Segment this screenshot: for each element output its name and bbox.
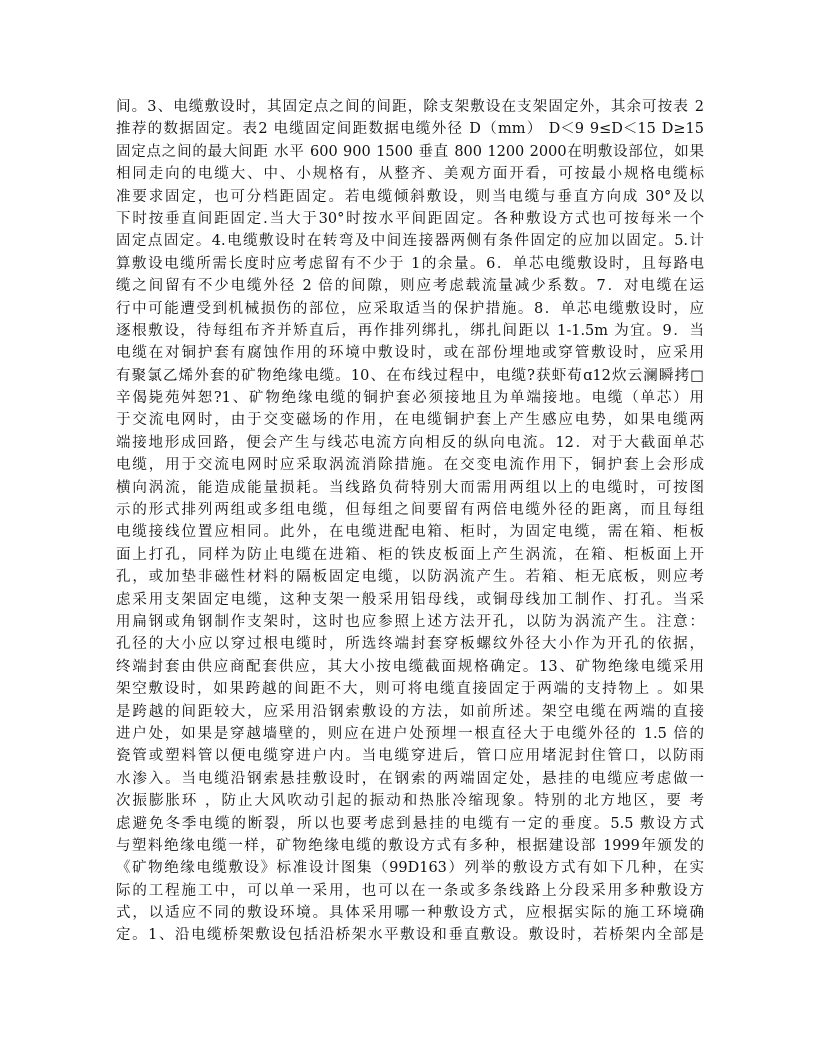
text-line: 固定点固定。4.电缆敷设时在转弯及中间连接器两侧有条件固定的应加以固定。5.计 (116, 233, 704, 250)
text-line: 逐根敷设，待每组布齐并矫直后，再作排列绑扎，绑扎间距以 1-1.5m 为宜。9．当 (116, 322, 704, 339)
text-line: 相同走向的电缆大、中、小规格有，从整齐、美观方面开看，可按最小规格电缆标 (116, 166, 704, 183)
text-line: 固定点之间的最大间距 水平 600 900 1500 垂直 800 1200 2000在明敷设部位，如果 (116, 143, 704, 160)
document-body (116, 96, 704, 947)
text-line: 算敷设电缆所需长度时应考虑留有不少于 1的余量。6．单芯电缆敷设时，且每路电 (116, 255, 704, 272)
text-line: 《矿物绝缘电缆敷设》标准设计图集（99D163）列举的敷设方式有如下几种，在实 (116, 860, 704, 877)
text-line: 下时按垂直间距固定.当大于30°时按水平间距固定。各种敷设方式也可按每米一个 (116, 210, 704, 227)
text-line: 孔径的大小应以穿过根电缆时，所选终端封套穿板螺纹外径大小作为开孔的依据， (116, 636, 704, 653)
text-line: 架空敷设时，如果跨越的间距不大，则可将电缆直接固定于两端的支持物上 。如果 (116, 681, 704, 698)
text-line: 电缆在对铜护套有腐蚀作用的环境中敷设时，或在部份埋地或穿管敷设时，应采用 (116, 345, 704, 362)
text-line: 端接地形成回路，便会产生与线芯电流方向相反的纵向电流。12．对于大截面单芯 (116, 434, 704, 451)
text-line: 定。1、沿电缆桥架敷设包括沿桥架水平敷设和垂直敷设。敷设时，若桥架内全部是 (116, 927, 704, 944)
text-line: 虑采用支架固定电缆，这种支架一般采用铝母线，或铜母线加工制作、打孔。当采 (116, 591, 704, 608)
text-line: 推荐的数据固定。表2 电缆固定间距数据电缆外径 D（mm） D＜9 9≤D＜15 D≥15 (116, 121, 704, 138)
text-line: 次振膨胀环 ，防止大风吹动引起的振动和热胀冷缩现象。特别的北方地区，要 考 (116, 793, 704, 810)
text-line: 瓷管或塑料管以便电缆穿进户内。当电缆穿进后，管口应用堵泥封住管口，以防雨 (116, 748, 704, 765)
text-line: 行中可能遭受到机械损伤的部位，应采取适当的保护措施。8．单芯电缆敷设时，应 (116, 300, 704, 317)
text-line: 于交流电网时，由于交变磁场的作用，在电缆铜护套上产生感应电势，如果电缆两 (116, 412, 704, 429)
text-line: 与塑料绝缘电缆一样，矿物绝缘电缆的敷设方式有多种，根据建设部 1999年颁发的 (116, 837, 704, 854)
text-line: 电缆接线位置应相同。此外，在电缆进配电箱、柜时，为固定电缆，需在箱、柜板 (116, 524, 704, 541)
text-line: 示的形式排列两组或多组电缆，但每组之间要留有两倍电缆外径的距离，而且每组 (116, 502, 704, 519)
text-line: 孔，或加垫非磁性材料的隔板固定电缆，以防涡流产生。若箱、柜无底板，则应考 (116, 569, 704, 586)
text-line: 虑避免冬季电缆的断裂，所以也要考虑到悬挂的电缆有一定的垂度。5.5 敷设方式 (116, 815, 704, 832)
text-line: 有聚氯乙烯外套的矿物绝缘电缆。10、在布线过程中，电缆?获虾荀ɑ12炊云澜瞬拷□ (116, 367, 704, 384)
text-line: 是跨越的间距较大，应采用沿钢索敷设的方法，如前所述。架空电缆在两端的直接 (116, 703, 704, 720)
text-line: 电缆，用于交流电网时应采取涡流消除措施。在交变电流作用下，铜护套上会形成 (116, 457, 704, 474)
text-line: 进户处，如果是穿越墙壁的，则应在进户处预埋一根直径大于电缆外径的 1.5 倍的 (116, 725, 704, 742)
text-line: 际的工程施工中，可以单一采用，也可以在一条或多条线路上分段采用多种敷设方 (116, 882, 704, 899)
text-line: 准要求固定，也可分档距固定。若电缆倾斜敷设，则当电缆与垂直方向成 30°及以 (116, 188, 704, 205)
text-line: 水渗入。当电缆沿钢索悬挂敷设时，在钢索的两端固定处，悬挂的电缆应考虑做一 (116, 770, 704, 787)
text-line: 面上打孔，同样为防止电缆在进箱、柜的铁皮板面上产生涡流，在箱、柜板面上开 (116, 546, 704, 563)
text-line: 终端封套由供应商配套供应，其大小按电缆截面规格确定。13、矿物绝缘电缆采用 (116, 658, 704, 675)
text-line: 间。3、电缆敷设时，其固定点之间的间距，除支架敷设在支架固定外，其余可按表 2 (116, 99, 704, 115)
text-line: 式，以适应不同的敷设环境。具体采用哪一种敷设方式，应根据实际的施工环境确 (116, 905, 704, 922)
text-line: 横向涡流，能造成能量损耗。当线路负荷特别大而需用两组以上的电缆时，可按图 (116, 479, 704, 496)
text-line: 用扁钢或角钢制作支架时，这时也应参照上述方法开孔，以防为涡流产生。注意： (116, 613, 704, 630)
text-line: 缆之间留有不少电缆外径 2 倍的间隙，则应考虑载流量减少系数。7．对电缆在运 (116, 278, 704, 295)
text-line: 辛偈毙苑舛恕?1、矿物绝缘电缆的铜护套必须接地且为单端接地。电缆（单芯）用 (116, 390, 704, 407)
